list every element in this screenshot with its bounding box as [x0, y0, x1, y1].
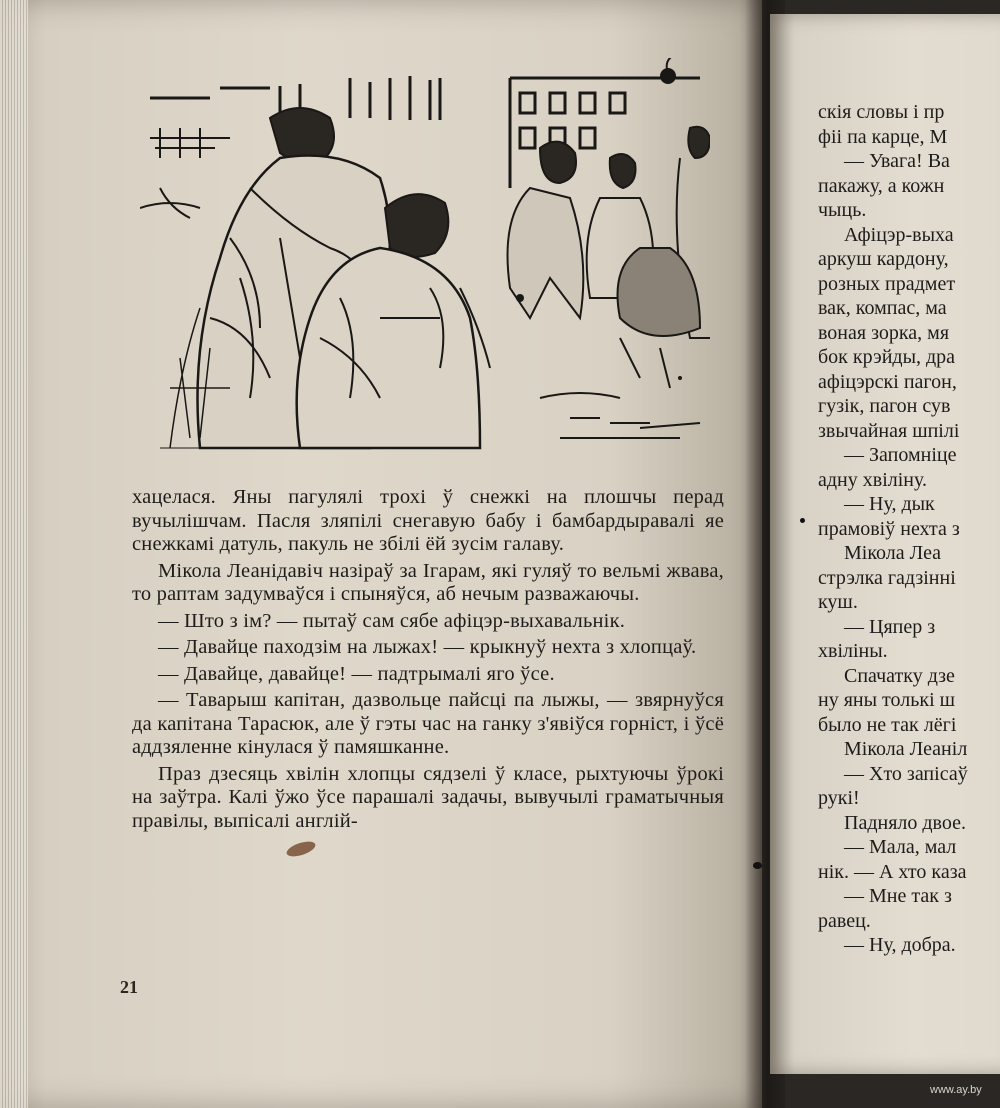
text-line: адну хвіліну.: [818, 468, 927, 491]
text-line: звычайная шпілі: [818, 419, 960, 442]
text-line: куш.: [818, 591, 858, 613]
paragraph: — Давайце, давайце! — падтрымалі яго ўсе.: [158, 662, 555, 685]
margin-dot: [753, 862, 762, 869]
paragraph: — Давайце паходзім на лыжах! — крыкнуў нехта з хлопцаў.: [158, 636, 697, 658]
left-page-text: [132, 486, 724, 836]
text-line: — Ну, добра.: [844, 934, 956, 956]
text-line: — Мала, мал: [844, 836, 957, 858]
paragraph: Мікола Леанідавіч назіраў за Ігарам, які гуляў то вельмі жвава, то раптам задумваўся і спыняўся, аб нечым разважаючы.: [132, 559, 724, 605]
text-line: стрэлка гадзінні: [818, 566, 956, 589]
text-line: — Мне так з: [844, 885, 952, 907]
paragraph: Праз дзесяць хвілін хлопцы сядзелі ў класе, рыхтуючы ўрокі на заўтра. Калі ўжо ўсе парашалі задачы, вывучылі граматычныя правілы, выпісалі англій-: [132, 762, 724, 832]
text-line: ну яны толькі ш: [818, 689, 956, 711]
paragraph: — Што з ім? — пытаў сам сябе афіцэр-выхавальнік.: [158, 609, 626, 632]
margin-dot: [800, 518, 805, 523]
text-line: чыць.: [818, 199, 867, 221]
text-line: Падняло двое.: [844, 811, 966, 834]
right-page-text: [818, 100, 1000, 958]
text-line: прамовіў нехта з: [818, 517, 960, 540]
text-line: было не так лёгі: [818, 713, 957, 736]
text-line: — Ну, дык: [844, 493, 935, 515]
text-line: гузік, пагон сув: [818, 395, 951, 417]
paragraph: — Таварыш капітан, дазвольце пайсці па лыжы, — звярнуўся да капітана Тарасюк, але ў гэты час на ганку з'явіўся горніст, і ўсё аддзяленне кінулася ў памяшканне.: [132, 689, 724, 758]
text-line: аркуш кардону,: [818, 248, 949, 270]
text-line: равец.: [818, 909, 871, 932]
text-line: афіцэрскі пагон,: [818, 370, 957, 393]
text-line: — Запомніце: [844, 444, 957, 466]
text-line: пакажу, а кожн: [818, 174, 945, 197]
text-line: Афіцэр-выха: [844, 223, 954, 246]
text-line: скія словы і пр: [818, 101, 945, 123]
page-edges: [0, 0, 28, 1108]
paragraph: хацелася. Яны пагулялі трохі ў снежкі на плошчы перад вучылішчам. Пасля зляпілі снегавую бабу і бамбардыравалі яе снежкамі датуль, пакуль не збілі ёй зусім галаву.: [132, 486, 724, 555]
text-line: Спачатку дзе: [844, 664, 955, 687]
text-line: фіі па карце, М: [818, 125, 948, 148]
text-line: вак, компас, ма: [818, 297, 947, 319]
text-line: нік. — А хто каза: [818, 860, 967, 883]
text-line: бок крэйды, дра: [818, 346, 956, 368]
text-line: — Увага! Ва: [844, 150, 950, 172]
text-line: Мікола Леа: [844, 542, 942, 564]
text-line: хвіліны.: [818, 640, 888, 662]
text-line: — Хто запісаў: [844, 762, 968, 785]
illustration-snowball-scene: [140, 58, 710, 458]
text-line: воная зорка, мя: [818, 321, 950, 344]
text-line: рукі!: [818, 787, 860, 809]
text-line: розных прадмет: [818, 272, 956, 295]
text-line: — Цяпер з: [844, 615, 936, 638]
illustration-drawing: [140, 58, 710, 458]
text-line: Мікола Леаніл: [844, 738, 968, 760]
ink-smudge: [285, 839, 317, 860]
page-number: 21: [120, 977, 138, 997]
watermark: www.ay.by: [930, 1084, 982, 1096]
